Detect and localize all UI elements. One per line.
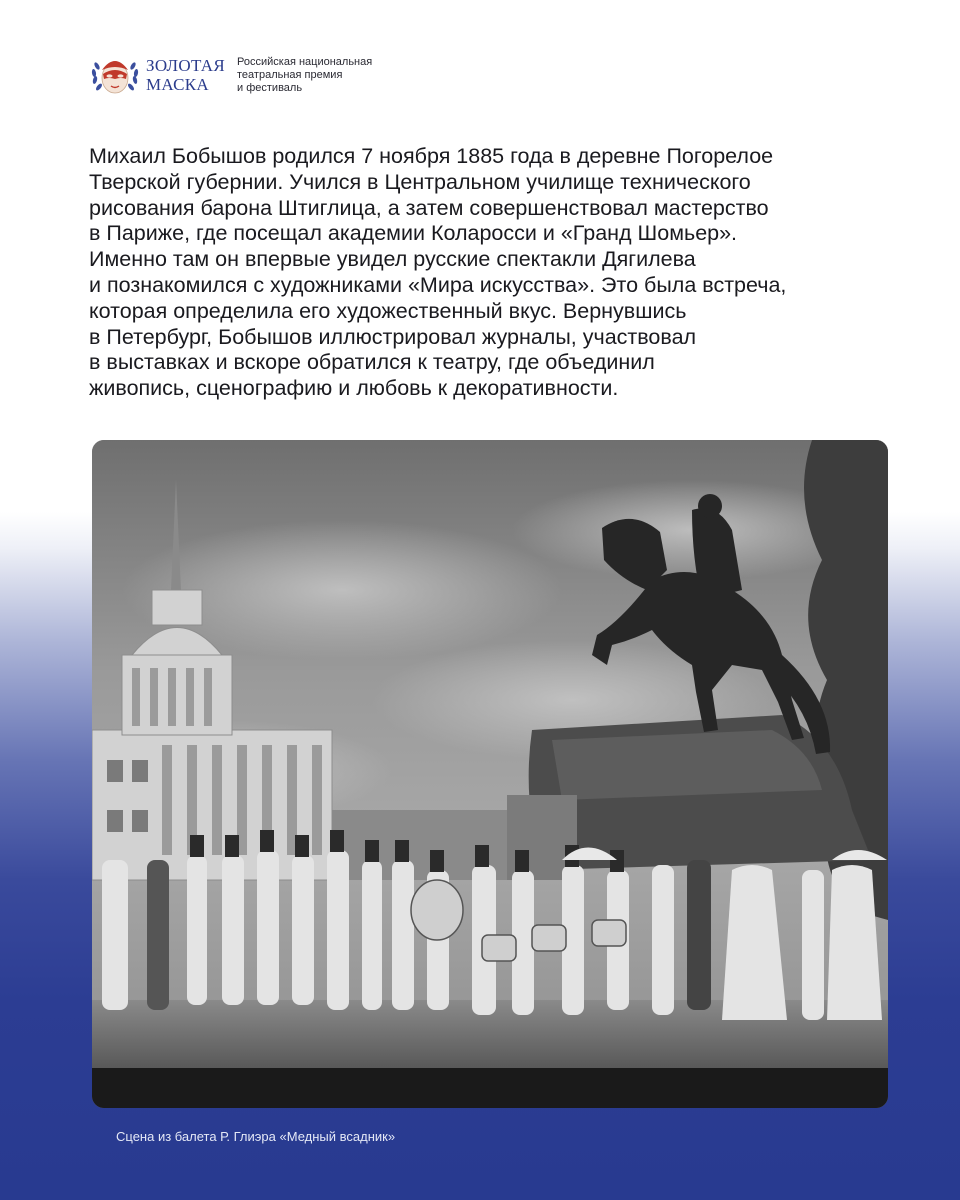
logo <box>88 50 372 100</box>
body-line: Тверской губернии. Учился в Центральном училище технического <box>89 169 751 194</box>
body-line: Именно там он впервые увидел русские спектакли Дягилева <box>89 247 696 272</box>
golden-mask-icon <box>88 50 142 100</box>
stage-photo <box>92 440 888 1108</box>
body-paragraph <box>89 144 879 402</box>
stage-photo-illustration <box>92 440 888 1108</box>
body-line: живопись, сценографию и любовь к декоративности. <box>89 376 619 401</box>
logo-subtitle-line: и фестиваль <box>237 81 303 94</box>
body-line: в Петербург, Бобышов иллюстрировал журналы, участвовал <box>89 324 697 349</box>
logo-wordmark <box>146 56 225 94</box>
body-line: в Париже, где посещал академии Коларосси и «Гранд Шомьер». <box>89 221 738 246</box>
body-line: и познакомился с художниками «Мира искусства». Это была встреча, <box>89 272 787 297</box>
logo-line-2: МАСКА <box>146 75 210 94</box>
body-line: в выставках и вскоре обратился к театру, где объединил <box>89 350 655 375</box>
logo-subtitle-line: Российская национальная <box>237 55 373 68</box>
logo-subtitle <box>237 56 372 95</box>
body-line: Михаил Бобышов родился 7 ноября 1885 года в деревне Погорелое <box>89 144 774 168</box>
logo-line-1: ЗОЛОТАЯ <box>146 56 226 75</box>
logo-subtitle-line: театральная премия <box>237 68 343 81</box>
body-line: которая определила его художественный вкус. Вернувшись <box>89 298 687 323</box>
photo-caption: Сцена из балета Р. Глиэра «Медный всадник» <box>116 1129 396 1144</box>
body-line: рисования барона Штиглица, а затем совершенствовал мастерство <box>89 195 769 220</box>
